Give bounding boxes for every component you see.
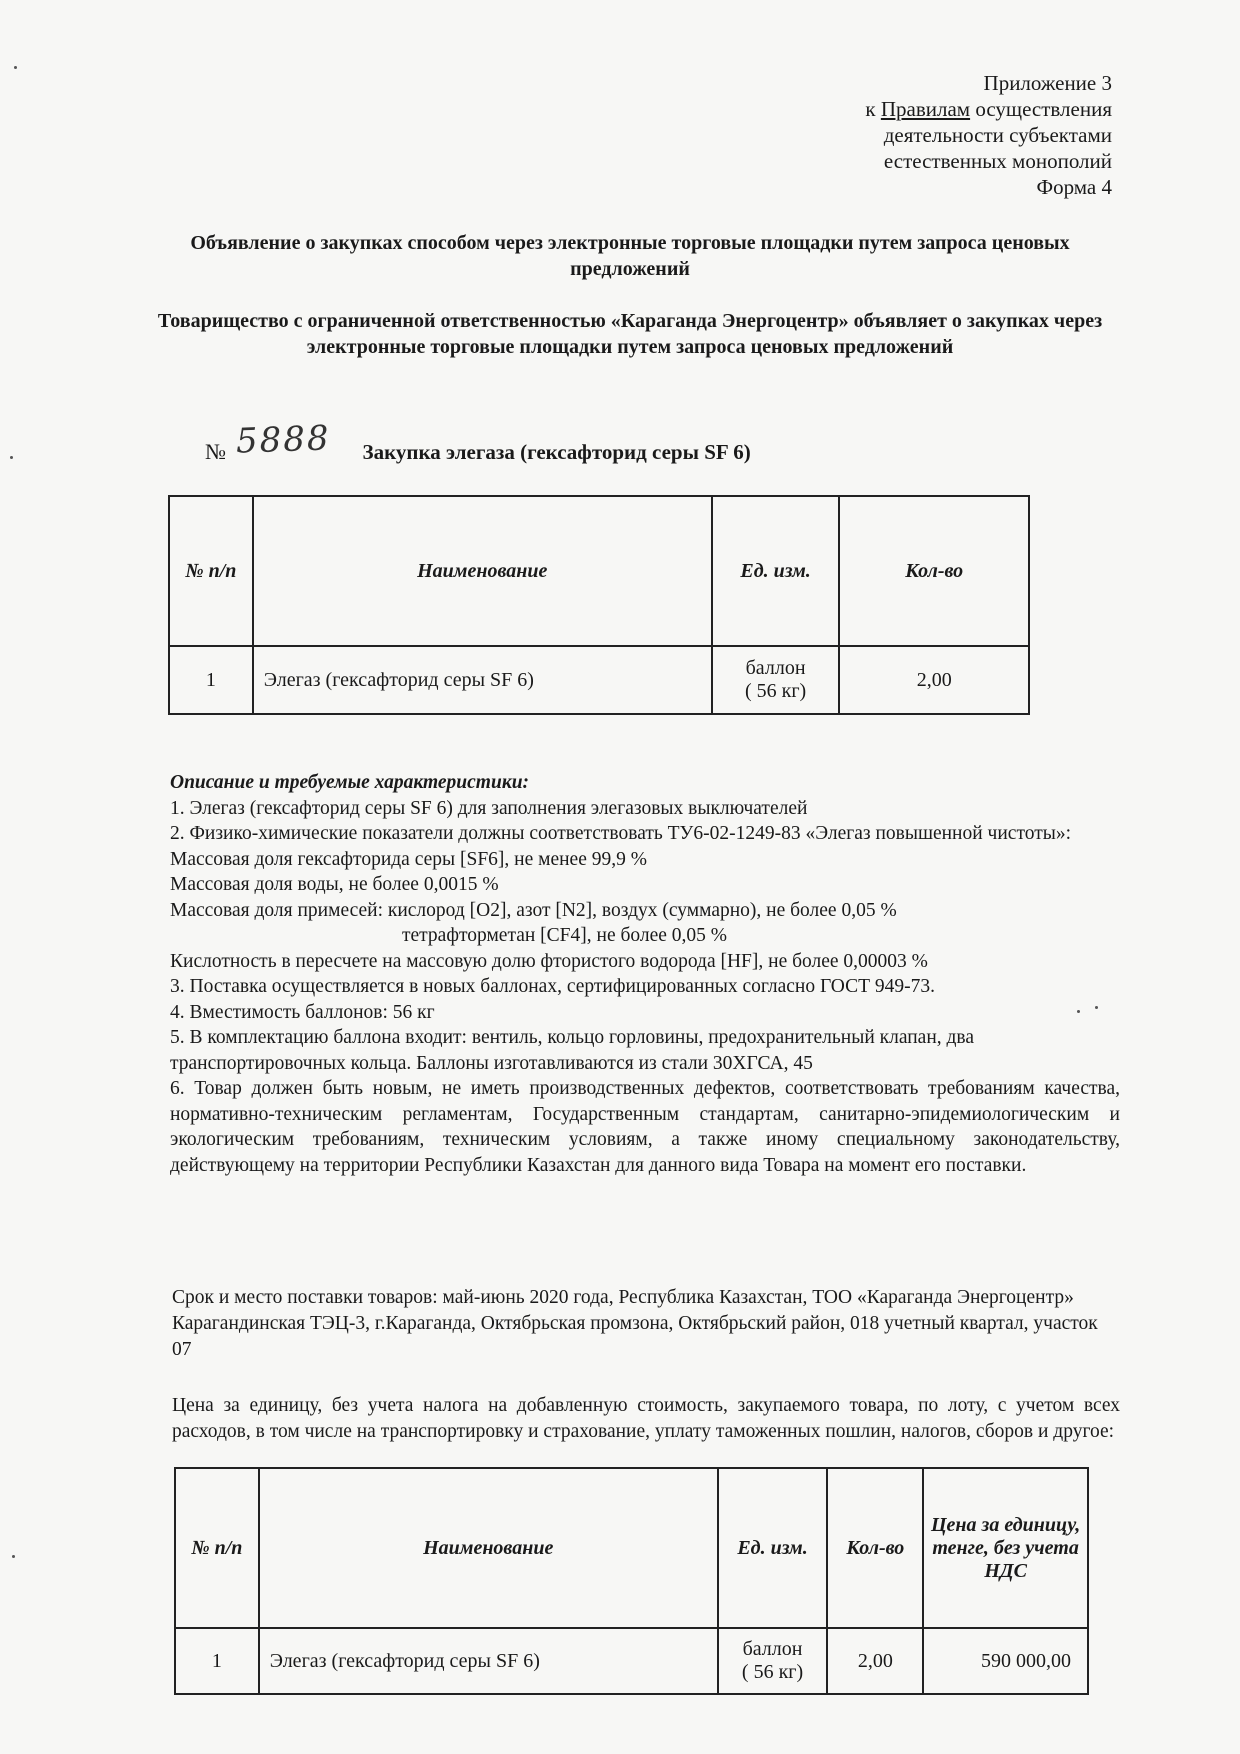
description-line: 4. Вместимость баллонов: 56 кг [170, 1001, 435, 1023]
description-line: Кислотность в пересчете на массовую долю фтористого водорода [HF], не более 0,00003 % [170, 950, 928, 972]
scan-speck [10, 456, 13, 459]
table-header-row [175, 1468, 1088, 1628]
col-header-number: № п/п [169, 496, 253, 646]
cell-unit-price: 590 000,00 [923, 1628, 1088, 1694]
delivery-terms: Срок и место поставки товаров: май-июнь 2020 года, Республика Казахстан, ТОО «Караганда Энергоцентр» Карагандинская ТЭЦ-3, г.Караганда, Октябрьская промзона, Октябрьский район, 018 учетный квартал, участок 07 [172, 1287, 1098, 1360]
col-header-unit-price: Цена за единицу, тенге, без учета НДС [923, 1468, 1088, 1628]
col-header-quantity: Кол-во [827, 1468, 923, 1628]
description-line: 5. В комплектацию баллона входит: вентиль, кольцо горловины, предохранительный клапан, два транспортировочных кольца. Баллоны изготавливаются из стали 30ХГСА, 45 [170, 1027, 975, 1074]
col-header-quantity: Кол-во [839, 496, 1029, 646]
rules-reference: Правилам [880, 97, 971, 121]
lot-title: Закупка элегаза (гексафторид серы SF 6) [362, 440, 751, 464]
col-header-name: Наименование [253, 496, 712, 646]
description-line: 1. Элегаз (гексафторид серы SF 6) для заполнения элегазовых выключателей [170, 797, 808, 819]
price-table [174, 1467, 1089, 1695]
cell-number: 1 [175, 1628, 259, 1694]
company-announcement: Товарищество с ограниченной ответственностью «Караганда Энергоцентр» объявляет о закупках через электронные торговые площадки путем запроса ценовых предложений [157, 310, 1103, 358]
description-section [170, 770, 1120, 1178]
col-header-number: № п/п [175, 1468, 259, 1628]
cell-quantity: 2,00 [827, 1628, 923, 1694]
description-line: Массовая доля воды, не более 0,0015 % [170, 874, 499, 895]
cell-quantity: 2,00 [839, 646, 1029, 714]
appendix-line: естественных монополий [883, 149, 1112, 173]
scan-speck [1077, 1010, 1080, 1013]
description-line: 3. Поставка осуществляется в новых баллонах, сертифицированных согласно ГОСТ 949-73. [170, 976, 936, 997]
cell-name: Элегаз (гексафторид серы SF 6) [259, 1628, 718, 1694]
description-heading: Описание и требуемые характеристики: [170, 772, 530, 793]
description-line: 6. Товар должен быть новым, не иметь производственных дефектов, соответствовать требованиям качества, нормативно-техническим регламентам, Государственным стандартам, санитарно-эпидемиологическим и экологическим требованиям, техническим условиям, а также иному специальному законодательству, действующему на территории Республики Казахстан для данного вида Товара на момент его поставки. [170, 1078, 1120, 1176]
description-line: тетрафторметан [CF4], не более 0,05 % [402, 925, 728, 946]
table-row [175, 1628, 1088, 1694]
table-header-row [169, 496, 1029, 646]
table-row [169, 646, 1029, 714]
scan-speck [14, 66, 17, 69]
appendix-line: Приложение 3 [983, 71, 1112, 95]
scan-speck [12, 1555, 15, 1558]
price-intro: Цена за единицу, без учета налога на добавленную стоимость, закупаемого товара, по лоту, с учетом всех расходов, в том числе на транспортировку и страхование, уплату таможенных пошлин, налогов, сборов и другое: [172, 1395, 1120, 1442]
cell-name: Элегаз (гексафторид серы SF 6) [253, 646, 712, 714]
col-header-unit: Ед. изм. [718, 1468, 828, 1628]
lot-line [205, 418, 751, 468]
appendix-line: деятельности субъектами [883, 123, 1112, 147]
description-line: 2. Физико-химические показатели должны соответствовать ТУ6-02-1249-83 «Элегаз повышенной чистоты»: [170, 823, 1071, 844]
appendix-block [865, 70, 1112, 200]
scan-speck [1095, 1006, 1098, 1009]
cell-unit: баллон ( 56 кг) [712, 646, 840, 714]
appendix-line: к Правилам осуществления [865, 97, 1112, 121]
description-line: Массовая доля гексафторида серы [SF6], не менее 99,9 % [170, 848, 647, 870]
description-line: Массовая доля примесей: кислород [O2], азот [N2], воздух (суммарно), не более 0,05 % [170, 899, 897, 921]
announcement-title: Объявление о закупках способом через электронные торговые площадки путем запроса ценовых предложений [190, 232, 1070, 280]
number-sign: № [205, 439, 226, 464]
col-header-name: Наименование [259, 1468, 718, 1628]
form-number: Форма 4 [1036, 175, 1112, 199]
col-header-unit: Ед. изм. [712, 496, 840, 646]
items-table [168, 495, 1030, 715]
cell-unit: баллон ( 56 кг) [718, 1628, 828, 1694]
cell-number: 1 [169, 646, 253, 714]
handwritten-lot-number: 5888 [235, 418, 332, 462]
